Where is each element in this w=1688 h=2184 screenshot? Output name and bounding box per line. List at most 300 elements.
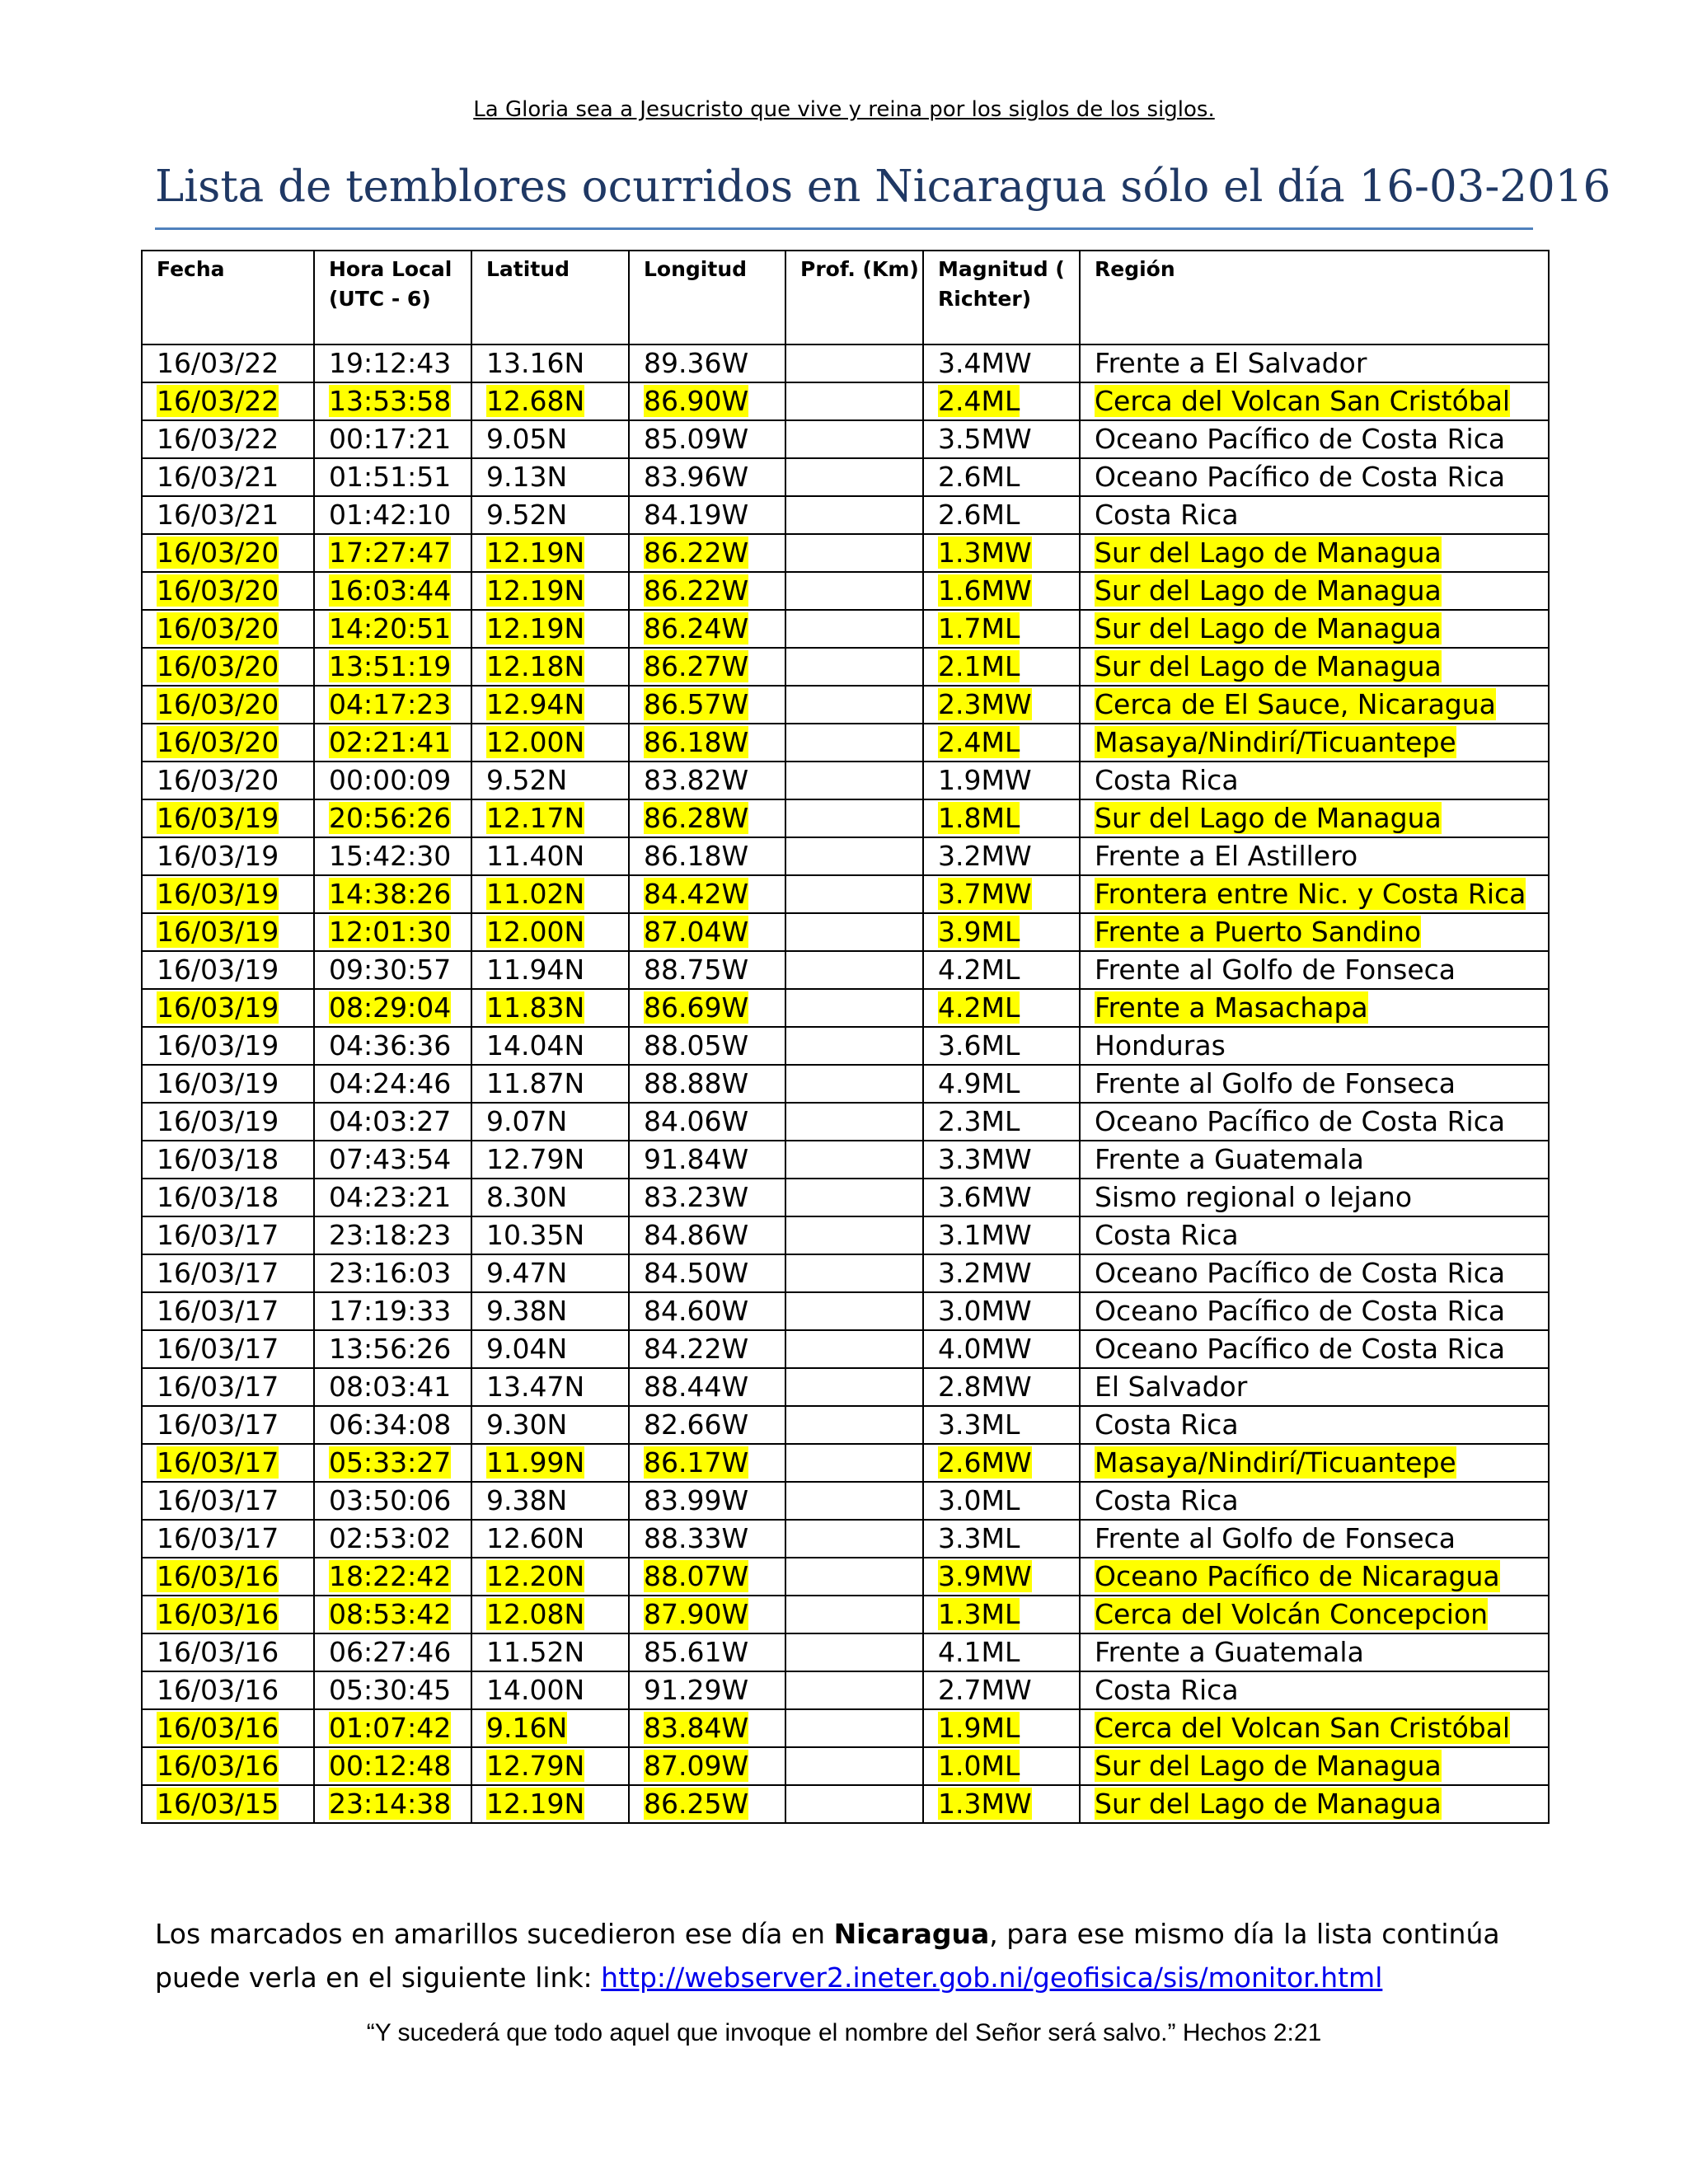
cell-fecha-text: 16/03/19 — [157, 916, 279, 948]
cell-latitud — [471, 458, 629, 496]
cell-latitud — [471, 1709, 629, 1747]
cell-longitud — [629, 1027, 785, 1065]
cell-hora — [314, 1482, 471, 1520]
cell-hora-text: 04:03:27 — [329, 1105, 452, 1137]
cell-hora — [314, 1406, 471, 1444]
cell-hora — [314, 1141, 471, 1179]
cell-longitud-text: 83.82W — [644, 764, 749, 796]
table-row — [142, 1103, 1549, 1141]
cell-region-text: Costa Rica — [1095, 764, 1239, 796]
cell-longitud — [629, 1482, 785, 1520]
cell-fecha-text: 16/03/20 — [157, 537, 279, 569]
cell-fecha — [142, 572, 314, 610]
cell-longitud — [629, 458, 785, 496]
cell-magnitud — [923, 1406, 1080, 1444]
cell-latitud — [471, 496, 629, 534]
cell-magnitud — [923, 875, 1080, 913]
cell-profundidad — [785, 951, 923, 989]
cell-latitud-text: 12.94N — [486, 688, 585, 720]
cell-fecha-text: 16/03/20 — [157, 650, 279, 682]
cell-latitud — [471, 572, 629, 610]
cell-magnitud — [923, 762, 1080, 799]
cell-fecha-text: 16/03/20 — [157, 574, 279, 607]
cell-region — [1080, 1330, 1549, 1368]
cell-magnitud — [923, 648, 1080, 686]
cell-magnitud-text: 2.3MW — [938, 688, 1032, 720]
cell-magnitud — [923, 572, 1080, 610]
title-underline-divider — [155, 227, 1533, 230]
cell-hora-text: 04:23:21 — [329, 1181, 452, 1213]
cell-fecha-text: 16/03/19 — [157, 954, 279, 986]
cell-longitud — [629, 1292, 785, 1330]
cell-profundidad — [785, 913, 923, 951]
cell-region — [1080, 951, 1549, 989]
page-title: Lista de temblores ocurridos en Nicaragua sólo el día 16-03-2016 — [155, 162, 1611, 212]
cell-latitud-text: 12.19N — [486, 612, 585, 644]
cell-hora — [314, 1254, 471, 1292]
cell-longitud-text: 88.05W — [644, 1029, 749, 1062]
bible-verse: “Y sucederá que todo aquel que invoque el nombre del Señor será salvo.” Hechos 2:21 — [366, 2019, 1322, 2046]
cell-profundidad — [785, 1558, 923, 1596]
cell-hora — [314, 1633, 471, 1671]
cell-profundidad — [785, 1596, 923, 1633]
cell-longitud-text: 87.09W — [644, 1750, 749, 1782]
cell-longitud-text: 88.33W — [644, 1522, 749, 1554]
cell-region — [1080, 458, 1549, 496]
cell-fecha-text: 16/03/18 — [157, 1181, 279, 1213]
cell-fecha — [142, 1368, 314, 1406]
cell-magnitud — [923, 1482, 1080, 1520]
cell-hora-text: 23:16:03 — [329, 1257, 452, 1289]
cell-hora — [314, 799, 471, 837]
cell-magnitud — [923, 1292, 1080, 1330]
column-header-magnitud: Magnitud ( Richter) — [923, 251, 1080, 344]
cell-hora — [314, 496, 471, 534]
monitor-link[interactable]: http://webserver2.ineter.gob.ni/geofisica/sis/monitor.html — [601, 1961, 1383, 1994]
column-header-longitud: Longitud — [629, 251, 785, 344]
cell-fecha — [142, 1065, 314, 1103]
cell-fecha-text: 16/03/21 — [157, 461, 279, 493]
cell-magnitud — [923, 686, 1080, 724]
cell-hora-text: 02:53:02 — [329, 1522, 452, 1554]
cell-region — [1080, 1065, 1549, 1103]
cell-latitud-text: 9.38N — [486, 1295, 568, 1327]
cell-longitud-text: 86.27W — [644, 650, 749, 682]
cell-magnitud-text: 3.6ML — [938, 1029, 1020, 1062]
cell-latitud-text: 11.87N — [486, 1067, 585, 1099]
cell-magnitud — [923, 610, 1080, 648]
cell-magnitud-text: 2.8MW — [938, 1371, 1032, 1403]
cell-longitud-text: 84.42W — [644, 878, 749, 910]
cell-fecha-text: 16/03/19 — [157, 878, 279, 910]
cell-longitud-text: 85.61W — [644, 1636, 749, 1668]
cell-longitud-text: 87.90W — [644, 1598, 749, 1630]
cell-longitud — [629, 1785, 785, 1823]
cell-fecha — [142, 1141, 314, 1179]
cell-magnitud-text: 1.3MW — [938, 1788, 1032, 1820]
cell-region — [1080, 762, 1549, 799]
table-row — [142, 1179, 1549, 1216]
cell-hora-text: 03:50:06 — [329, 1484, 452, 1516]
cell-hora — [314, 1179, 471, 1216]
cell-hora — [314, 610, 471, 648]
cell-latitud — [471, 951, 629, 989]
cell-profundidad — [785, 420, 923, 458]
table-row — [142, 1141, 1549, 1179]
cell-magnitud-text: 3.5MW — [938, 423, 1032, 455]
cell-latitud — [471, 610, 629, 648]
cell-longitud-text: 86.22W — [644, 574, 749, 607]
cell-region-text: Sismo regional o lejano — [1095, 1181, 1413, 1213]
cell-longitud-text: 88.75W — [644, 954, 749, 986]
cell-region-text: Costa Rica — [1095, 1484, 1239, 1516]
cell-profundidad — [785, 1027, 923, 1065]
cell-latitud-text: 9.38N — [486, 1484, 568, 1516]
table-row — [142, 1254, 1549, 1292]
cell-latitud-text: 9.16N — [486, 1712, 568, 1744]
cell-region-text: Cerca del Volcan San Cristóbal — [1095, 385, 1511, 417]
footer-note — [155, 1912, 1540, 1999]
table-row — [142, 1444, 1549, 1482]
table-row — [142, 913, 1549, 951]
cell-region-text: Honduras — [1095, 1029, 1226, 1062]
cell-region — [1080, 1254, 1549, 1292]
cell-region — [1080, 1216, 1549, 1254]
cell-region-text: Frente al Golfo de Fonseca — [1095, 1067, 1456, 1099]
cell-hora — [314, 1444, 471, 1482]
cell-magnitud-text: 1.3ML — [938, 1598, 1020, 1630]
cell-hora — [314, 1709, 471, 1747]
cell-hora — [314, 534, 471, 572]
cell-region — [1080, 1671, 1549, 1709]
cell-hora-text: 20:56:26 — [329, 802, 452, 834]
cell-magnitud-text: 4.2ML — [938, 991, 1020, 1024]
cell-hora-text: 05:30:45 — [329, 1674, 452, 1706]
table-header-row — [142, 251, 1549, 344]
cell-magnitud — [923, 951, 1080, 989]
cell-magnitud-text: 4.0MW — [938, 1333, 1032, 1365]
cell-fecha-text: 16/03/20 — [157, 612, 279, 644]
cell-region-text: Cerca del Volcán Concepcion — [1095, 1598, 1489, 1630]
cell-latitud-text: 13.16N — [486, 347, 585, 379]
cell-profundidad — [785, 1482, 923, 1520]
cell-longitud — [629, 496, 785, 534]
cell-magnitud — [923, 1520, 1080, 1558]
cell-fecha-text: 16/03/18 — [157, 1143, 279, 1175]
cell-latitud-text: 12.00N — [486, 726, 585, 758]
cell-longitud-text: 84.06W — [644, 1105, 749, 1137]
cell-longitud — [629, 951, 785, 989]
cell-magnitud — [923, 382, 1080, 420]
cell-longitud-text: 84.22W — [644, 1333, 749, 1365]
cell-longitud — [629, 1596, 785, 1633]
table-row — [142, 1292, 1549, 1330]
cell-hora-text: 08:03:41 — [329, 1371, 452, 1403]
table-row — [142, 1596, 1549, 1633]
cell-latitud — [471, 1027, 629, 1065]
table-row — [142, 1330, 1549, 1368]
cell-fecha — [142, 1785, 314, 1823]
cell-fecha-text: 16/03/17 — [157, 1371, 279, 1403]
cell-region-text: Masaya/Nindirí/Ticuantepe — [1095, 1446, 1456, 1479]
cell-latitud-text: 12.18N — [486, 650, 585, 682]
cell-fecha-text: 16/03/20 — [157, 688, 279, 720]
cell-fecha-text: 16/03/17 — [157, 1446, 279, 1479]
cell-magnitud — [923, 837, 1080, 875]
cell-longitud-text: 86.22W — [644, 537, 749, 569]
cell-region-text: Frente al Golfo de Fonseca — [1095, 954, 1456, 986]
cell-region — [1080, 1482, 1549, 1520]
cell-magnitud — [923, 496, 1080, 534]
column-header-profundidad: Prof. (Km) — [785, 251, 923, 344]
table-row — [142, 1216, 1549, 1254]
cell-region-text: Frente al Golfo de Fonseca — [1095, 1522, 1456, 1554]
cell-magnitud-text: 1.7ML — [938, 612, 1020, 644]
cell-region-text: Oceano Pacífico de Costa Rica — [1095, 461, 1506, 493]
cell-magnitud — [923, 1141, 1080, 1179]
cell-fecha — [142, 1444, 314, 1482]
cell-profundidad — [785, 1747, 923, 1785]
cell-magnitud — [923, 1103, 1080, 1141]
cell-longitud-text: 84.86W — [644, 1219, 749, 1251]
cell-latitud — [471, 1103, 629, 1141]
cell-hora — [314, 989, 471, 1027]
cell-region — [1080, 913, 1549, 951]
cell-fecha — [142, 1633, 314, 1671]
cell-profundidad — [785, 1103, 923, 1141]
cell-magnitud — [923, 799, 1080, 837]
cell-magnitud-text: 1.3MW — [938, 537, 1032, 569]
cell-hora — [314, 1027, 471, 1065]
cell-longitud — [629, 989, 785, 1027]
cell-hora-text: 06:34:08 — [329, 1408, 452, 1441]
cell-region — [1080, 799, 1549, 837]
cell-longitud-text: 86.24W — [644, 612, 749, 644]
cell-fecha-text: 16/03/17 — [157, 1408, 279, 1441]
cell-fecha — [142, 837, 314, 875]
cell-hora — [314, 1330, 471, 1368]
cell-region-text: Oceano Pacífico de Costa Rica — [1095, 1105, 1506, 1137]
cell-longitud — [629, 534, 785, 572]
cell-profundidad — [785, 1254, 923, 1292]
cell-magnitud-text: 3.4MW — [938, 347, 1032, 379]
cell-fecha-text: 16/03/17 — [157, 1522, 279, 1554]
cell-fecha — [142, 686, 314, 724]
cell-region — [1080, 420, 1549, 458]
cell-latitud — [471, 420, 629, 458]
cell-profundidad — [785, 686, 923, 724]
cell-hora-text: 06:27:46 — [329, 1636, 452, 1668]
cell-latitud-text: 9.05N — [486, 423, 568, 455]
table-row — [142, 1558, 1549, 1596]
cell-region-text: Frente a Puerto Sandino — [1095, 916, 1422, 948]
cell-longitud — [629, 1216, 785, 1254]
cell-longitud — [629, 762, 785, 799]
table-row — [142, 610, 1549, 648]
cell-fecha — [142, 1482, 314, 1520]
cell-profundidad — [785, 344, 923, 382]
cell-hora-text: 04:17:23 — [329, 688, 452, 720]
cell-magnitud-text: 3.3ML — [938, 1408, 1020, 1441]
cell-profundidad — [785, 1406, 923, 1444]
cell-fecha — [142, 1330, 314, 1368]
cell-hora-text: 18:22:42 — [329, 1560, 452, 1592]
cell-hora — [314, 344, 471, 382]
cell-region-text: Costa Rica — [1095, 1219, 1239, 1251]
cell-latitud-text: 12.20N — [486, 1560, 585, 1592]
cell-fecha-text: 16/03/17 — [157, 1484, 279, 1516]
table-row — [142, 382, 1549, 420]
cell-fecha — [142, 1216, 314, 1254]
cell-fecha-text: 16/03/19 — [157, 1067, 279, 1099]
cell-profundidad — [785, 837, 923, 875]
cell-region-text: Frente a Guatemala — [1095, 1636, 1364, 1668]
cell-profundidad — [785, 496, 923, 534]
cell-hora-text: 08:29:04 — [329, 991, 452, 1024]
cell-hora — [314, 1785, 471, 1823]
cell-longitud-text: 88.88W — [644, 1067, 749, 1099]
cell-fecha — [142, 951, 314, 989]
cell-region — [1080, 382, 1549, 420]
cell-hora — [314, 648, 471, 686]
table-row — [142, 951, 1549, 989]
cell-profundidad — [785, 1444, 923, 1482]
cell-region-text: Sur del Lago de Managua — [1095, 574, 1442, 607]
cell-region-text: Oceano Pacífico de Costa Rica — [1095, 1333, 1506, 1365]
cell-fecha-text: 16/03/20 — [157, 726, 279, 758]
table-row — [142, 1027, 1549, 1065]
cell-region-text: Sur del Lago de Managua — [1095, 612, 1442, 644]
cell-fecha — [142, 1747, 314, 1785]
table-row — [142, 1065, 1549, 1103]
cell-hora-text: 17:19:33 — [329, 1295, 452, 1327]
cell-latitud — [471, 1141, 629, 1179]
cell-longitud-text: 83.99W — [644, 1484, 749, 1516]
cell-fecha-text: 16/03/17 — [157, 1219, 279, 1251]
cell-longitud-text: 86.17W — [644, 1446, 749, 1479]
cell-fecha-text: 16/03/19 — [157, 840, 279, 872]
cell-profundidad — [785, 989, 923, 1027]
cell-profundidad — [785, 1520, 923, 1558]
cell-region-text: Oceano Pacífico de Costa Rica — [1095, 423, 1506, 455]
cell-fecha-text: 16/03/16 — [157, 1598, 279, 1630]
cell-longitud-text: 83.84W — [644, 1712, 749, 1744]
cell-latitud-text: 12.17N — [486, 802, 585, 834]
cell-longitud-text: 84.50W — [644, 1257, 749, 1289]
cell-magnitud-text: 3.0ML — [938, 1484, 1020, 1516]
table-row — [142, 1482, 1549, 1520]
cell-magnitud-text: 3.9ML — [938, 916, 1020, 948]
cell-magnitud-text: 3.0MW — [938, 1295, 1032, 1327]
cell-fecha — [142, 1520, 314, 1558]
cell-magnitud — [923, 1330, 1080, 1368]
cell-region-text: El Salvador — [1095, 1371, 1248, 1403]
cell-hora-text: 01:42:10 — [329, 499, 452, 531]
cell-magnitud-text: 1.8ML — [938, 802, 1020, 834]
cell-hora-text: 13:53:58 — [329, 385, 452, 417]
cell-hora — [314, 1747, 471, 1785]
cell-region-text: Cerca de El Sauce, Nicaragua — [1095, 688, 1496, 720]
cell-magnitud-text: 1.9ML — [938, 1712, 1020, 1744]
cell-fecha-text: 16/03/16 — [157, 1636, 279, 1668]
cell-longitud-text: 88.07W — [644, 1560, 749, 1592]
cell-longitud — [629, 1671, 785, 1709]
cell-magnitud — [923, 458, 1080, 496]
cell-profundidad — [785, 1141, 923, 1179]
cell-latitud — [471, 686, 629, 724]
cell-hora-text: 05:33:27 — [329, 1446, 452, 1479]
cell-fecha — [142, 648, 314, 686]
cell-longitud — [629, 1368, 785, 1406]
table-row — [142, 496, 1549, 534]
cell-magnitud — [923, 1444, 1080, 1482]
table-row — [142, 648, 1549, 686]
cell-fecha — [142, 1406, 314, 1444]
cell-latitud-text: 9.52N — [486, 499, 568, 531]
column-header-latitud: Latitud — [471, 251, 629, 344]
cell-profundidad — [785, 1179, 923, 1216]
cell-magnitud — [923, 1368, 1080, 1406]
cell-region — [1080, 989, 1549, 1027]
cell-region-text: Costa Rica — [1095, 1408, 1239, 1441]
cell-latitud-text: 12.19N — [486, 574, 585, 607]
cell-fecha — [142, 420, 314, 458]
cell-longitud-text: 87.04W — [644, 916, 749, 948]
cell-latitud — [471, 1671, 629, 1709]
cell-fecha-text: 16/03/19 — [157, 1105, 279, 1137]
cell-longitud — [629, 420, 785, 458]
table-row — [142, 989, 1549, 1027]
cell-fecha — [142, 1292, 314, 1330]
cell-fecha — [142, 382, 314, 420]
cell-latitud-text: 11.02N — [486, 878, 585, 910]
cell-magnitud-text: 3.1MW — [938, 1219, 1032, 1251]
cell-fecha-text: 16/03/17 — [157, 1257, 279, 1289]
cell-longitud-text: 84.19W — [644, 499, 749, 531]
cell-fecha — [142, 799, 314, 837]
column-header-hora: Hora Local (UTC - 6) — [314, 251, 471, 344]
cell-region — [1080, 610, 1549, 648]
cell-region — [1080, 1747, 1549, 1785]
cell-fecha-text: 16/03/19 — [157, 991, 279, 1024]
cell-latitud-text: 12.79N — [486, 1143, 585, 1175]
cell-latitud — [471, 1065, 629, 1103]
cell-magnitud — [923, 1596, 1080, 1633]
cell-hora-text: 17:27:47 — [329, 537, 452, 569]
cell-latitud — [471, 1520, 629, 1558]
column-header-fecha: Fecha — [142, 251, 314, 344]
table-row — [142, 1747, 1549, 1785]
cell-longitud — [629, 1330, 785, 1368]
cell-hora — [314, 572, 471, 610]
cell-latitud-text: 11.40N — [486, 840, 585, 872]
table-row — [142, 799, 1549, 837]
cell-region-text: Frontera entre Nic. y Costa Rica — [1095, 878, 1526, 910]
cell-fecha-text: 16/03/19 — [157, 1029, 279, 1062]
cell-magnitud — [923, 1633, 1080, 1671]
cell-profundidad — [785, 1292, 923, 1330]
cell-hora-text: 09:30:57 — [329, 954, 452, 986]
cell-hora — [314, 420, 471, 458]
cell-profundidad — [785, 458, 923, 496]
cell-fecha-text: 16/03/22 — [157, 385, 279, 417]
cell-longitud — [629, 724, 785, 762]
cell-magnitud — [923, 989, 1080, 1027]
cell-region — [1080, 1633, 1549, 1671]
cell-latitud — [471, 799, 629, 837]
cell-magnitud-text: 2.1ML — [938, 650, 1020, 682]
table-row — [142, 1671, 1549, 1709]
